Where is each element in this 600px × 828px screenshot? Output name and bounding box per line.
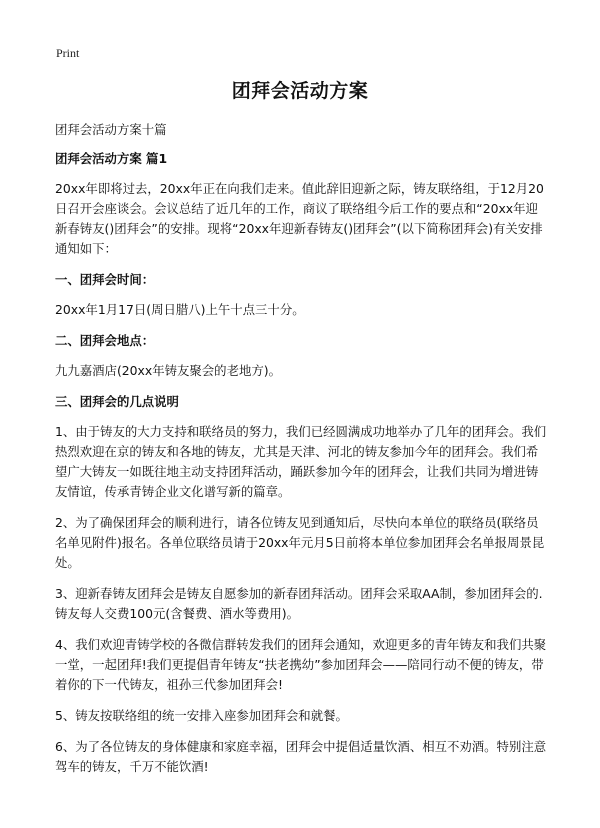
note-item-3: 3、迎新春铸友团拜会是铸友自愿参加的新春团拜活动。团拜会采取AA制，参加团拜会的.铸友每人交费100元(含餐费、酒水等费用)。 <box>55 586 543 621</box>
section-text-time: 20xx年1月17日(周日腊八)上午十点三十分。 <box>55 302 305 317</box>
section-heading-notes: 三、团拜会的几点说明 <box>55 394 179 409</box>
print-label: Print <box>56 46 80 60</box>
note-item-6: 6、为了各位铸友的身体健康和家庭幸福，团拜会中提倡适量饮酒、相互不劝酒。特别注意驾车的铸友，千万不能饮酒! <box>55 739 547 774</box>
part-heading: 团拜会活动方案 篇1 <box>55 151 168 166</box>
section-heading-time: 一、团拜会时间： <box>55 272 155 287</box>
intro-paragraph: 20xx年即将过去，20xx年正在向我们走来。值此辞旧迎新之际，铸友联络组，于12月20日召开会座谈会。会议总结了近几年的工作，商议了联络组今后工作的要点和“20xx年迎新春铸友()团拜会”的安排。现将“20xx年迎新春铸友()团拜会”(以下简称团拜会)有关安排通知如下： <box>55 181 544 256</box>
note-item-4: 4、我们欢迎青铸学校的各微信群转发我们的团拜会通知，欢迎更多的青年铸友和我们共聚一堂，一起团拜!我们更提倡青年铸友“扶老携幼”参加团拜会——陪同行动不便的铸友，带着你的下一代铸友，祖孙三代参加团拜会! <box>55 637 547 692</box>
section-heading-location: 二、团拜会地点： <box>55 333 155 348</box>
note-item-2: 2、为了确保团拜会的顺利进行，请各位铸友见到通知后，尽快向本单位的联络员(联络员名单见附件)报名。各单位联络员请于20xx年元月5日前将本单位参加团拜会名单报周景昆处。 <box>55 515 545 570</box>
section-text-location: 九九嘉酒店(20xx年铸友聚会的老地方)。 <box>55 363 281 378</box>
note-item-1: 1、由于铸友的大力支持和联络员的努力，我们已经圆满成功地举办了几年的团拜会。我们热烈欢迎在京的铸友和各地的铸友，尤其是天津、河北的铸友参加今年的团拜会。我们希望广大铸友一如既往地主动支持团拜活动，踊跃参加今年的团拜会，让我们共同为增进铸友情谊，传承青铸企业文化谱写新的篇章。 <box>55 424 547 499</box>
note-item-5: 5、铸友按联络组的统一安排入座参加团拜会和就餐。 <box>55 708 348 723</box>
document-subtitle: 团拜会活动方案十篇 <box>55 122 167 137</box>
document-body <box>55 120 548 788</box>
document-title: 团拜会活动方案 <box>231 80 369 102</box>
